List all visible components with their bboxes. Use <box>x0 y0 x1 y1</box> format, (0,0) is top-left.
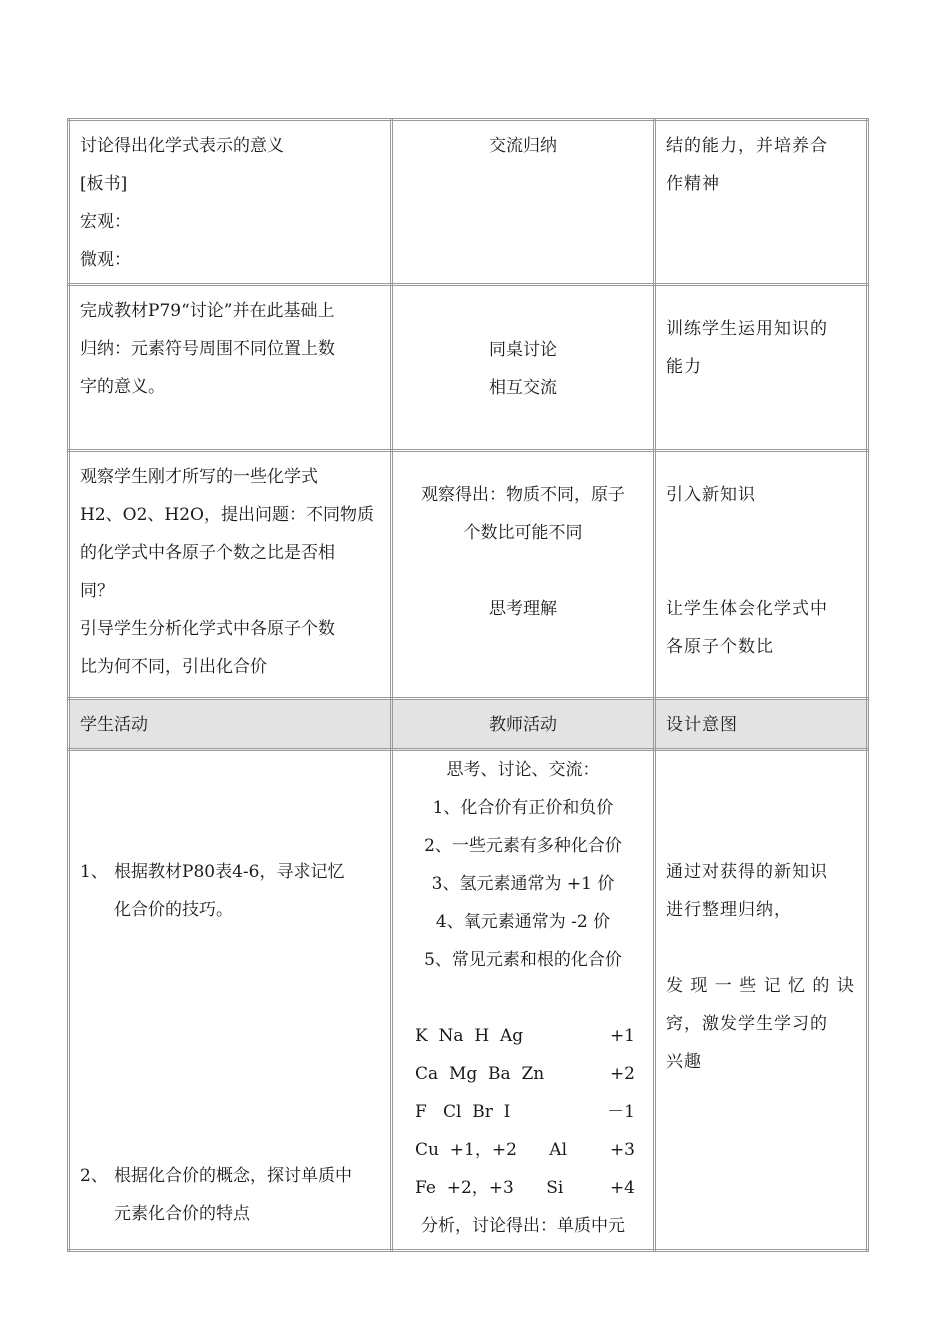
cell-text: 根据教材P80表4-6，寻求记忆 <box>114 862 345 882</box>
valence-value: －1 <box>607 1102 635 1122</box>
valence-row <box>403 1169 643 1207</box>
teacher-activity-cell <box>392 750 655 1251</box>
valence-value: +4 <box>609 1178 635 1198</box>
valence-row <box>403 1017 643 1055</box>
student-activity-cell <box>69 451 392 699</box>
cell-text: 化合价的技巧。 <box>114 900 233 920</box>
table-row <box>69 285 868 451</box>
cell-text: 5、常见元素和根的化合价 <box>424 950 622 970</box>
cell-text: 同？ <box>80 581 114 601</box>
cell-text: 讨论得出化学式表示的意义 <box>80 136 284 156</box>
design-intent-cell <box>655 120 868 285</box>
cell-text: 分析，讨论得出：单质中元 <box>421 1216 625 1236</box>
student-activity-cell <box>69 120 392 285</box>
cell-text: 让学生体会化学式中 <box>666 599 828 619</box>
valence-elements: K Na H Ag <box>415 1026 524 1046</box>
valence-value: +3 <box>609 1140 635 1160</box>
valence-row <box>403 1131 643 1169</box>
table-row <box>69 750 868 1251</box>
header-teacher-activity: 教师活动 <box>392 699 655 750</box>
cell-text: 4、氧元素通常为 -2 价 <box>435 912 611 932</box>
cell-text: 引导学生分析化学式中各原子个数 <box>80 619 335 639</box>
list-item <box>80 853 380 929</box>
cell-text: 训练学生运用知识的 <box>666 319 828 339</box>
cell-text: 发 现 一 些 记 忆 的 诀 <box>666 976 855 996</box>
teacher-activity-cell <box>392 285 655 451</box>
design-intent-cell <box>655 451 868 699</box>
cell-text: 2、一些元素有多种化合价 <box>424 836 622 856</box>
teacher-activity-cell <box>392 120 655 285</box>
valence-elements: Cu +1，+2 Al <box>415 1140 568 1160</box>
cell-text: 能力 <box>666 357 702 377</box>
header-student-activity: 学生活动 <box>69 699 392 750</box>
valence-row <box>403 1055 643 1093</box>
cell-text: 作精神 <box>666 174 720 194</box>
design-intent-cell <box>655 750 868 1251</box>
cell-text: 思考理解 <box>489 599 557 619</box>
cell-text: 1、化合价有正价和负价 <box>432 798 614 818</box>
cell-text: 个数比可能不同 <box>463 523 583 543</box>
cell-text: 宏观： <box>80 212 131 232</box>
table-header-row <box>69 699 868 750</box>
design-intent-cell <box>655 285 868 451</box>
valence-elements: Ca Mg Ba Zn <box>415 1064 545 1084</box>
cell-text: 引入新知识 <box>666 485 756 505</box>
cell-text: 归纳：元素符号周围不同位置上数 <box>80 339 335 359</box>
valence-row <box>403 1093 643 1131</box>
student-activity-cell <box>69 750 392 1251</box>
cell-text: 结的能力，并培养合 <box>666 136 828 156</box>
cell-text: 同桌讨论 <box>489 339 557 360</box>
cell-text: 完成教材P79“讨论”并在此基础上 <box>80 301 335 321</box>
cell-text: 通过对获得的新知识 <box>666 862 828 882</box>
cell-text: [板书] <box>80 174 128 194</box>
list-item <box>80 1157 380 1233</box>
teacher-activity-cell <box>392 451 655 699</box>
cell-text: 交流归纳 <box>489 136 557 156</box>
item-number: 1、 <box>80 862 108 882</box>
cell-text: 思考、讨论、交流： <box>446 760 600 780</box>
cell-text: 相互交流 <box>489 377 557 398</box>
cell-text: 比为何不同，引出化合价 <box>80 657 267 677</box>
cell-text: H2、O2、H2O，提出问题：不同物质 <box>80 505 374 525</box>
cell-text: 观察得出：物质不同，原子 <box>421 485 625 505</box>
cell-text: 窍，激发学生学习的 <box>666 1014 828 1034</box>
cell-text: 的化学式中各原子个数之比是否相 <box>80 543 335 563</box>
cell-text: 观察学生刚才所写的一些化学式 <box>80 467 318 487</box>
header-design-intent: 设计意图 <box>655 699 868 750</box>
valence-value: +2 <box>609 1064 635 1084</box>
cell-text: 字的意义。 <box>80 377 165 397</box>
valence-value: +1 <box>609 1026 635 1046</box>
valence-elements: F Cl Br I <box>415 1102 511 1122</box>
cell-text: 根据化合价的概念，探讨单质中 <box>114 1166 352 1186</box>
cell-text: 进行整理归纳， <box>666 900 792 920</box>
valence-table <box>403 1017 643 1207</box>
table-row <box>69 451 868 699</box>
cell-text: 兴趣 <box>666 1052 702 1072</box>
cell-text: 各原子个数比 <box>666 637 774 657</box>
cell-text: 3、氢元素通常为 +1 价 <box>431 874 615 894</box>
cell-text: 元素化合价的特点 <box>114 1204 250 1224</box>
student-activity-cell <box>69 285 392 451</box>
table-row <box>69 120 868 285</box>
lesson-plan-table <box>67 118 869 1252</box>
valence-elements: Fe +2，+3 Si <box>415 1178 564 1198</box>
cell-text: 微观： <box>80 250 131 270</box>
item-number: 2、 <box>80 1166 108 1186</box>
